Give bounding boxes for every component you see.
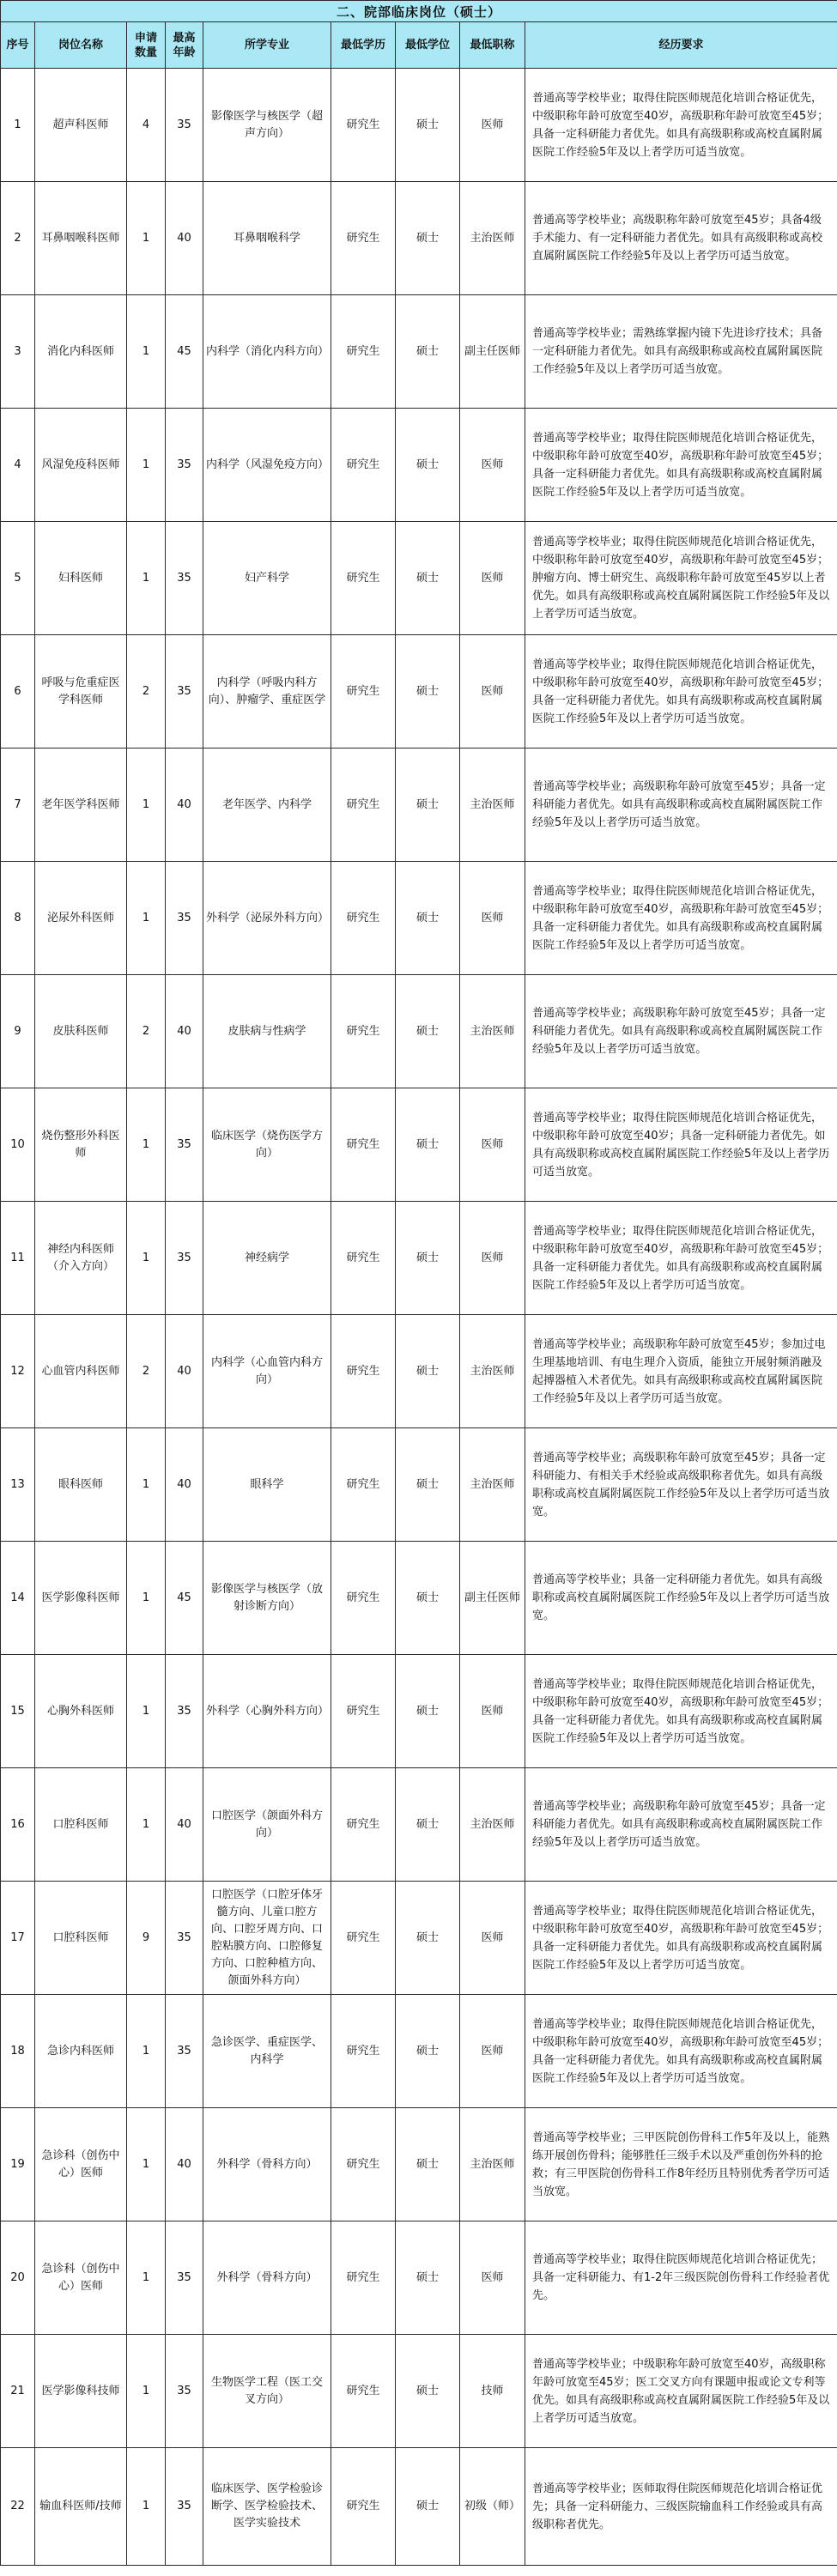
cell-min-degree: 硕士 xyxy=(396,2335,460,2448)
cell-max-age: 40 xyxy=(166,1768,203,1882)
cell-major: 妇产科学 xyxy=(203,522,331,635)
cell-min-title: 主治医师 xyxy=(460,2108,525,2221)
cell-min-education: 研究生 xyxy=(331,1882,396,1995)
table-row xyxy=(1,2335,837,2448)
cell-min-title: 技师 xyxy=(460,2335,525,2448)
cell-position: 烧伤整形外科医师 xyxy=(35,1088,127,1202)
cell-no: 4 xyxy=(1,409,35,522)
cell-min-education: 研究生 xyxy=(331,1995,396,2108)
cell-min-degree: 硕士 xyxy=(396,2448,460,2566)
cell-position: 心胸外科医师 xyxy=(35,1655,127,1768)
cell-count: 1 xyxy=(127,1542,166,1655)
section-title: 二、院部临床岗位（硕士） xyxy=(1,1,837,22)
cell-min-title: 医师 xyxy=(460,409,525,522)
cell-position: 呼吸与危重症医学科医师 xyxy=(35,635,127,749)
cell-requirements: 普通高等学校毕业；取得住院医师规范化培训合格证优先；具备一定科研能力、有1-2年三级医院创伤骨科工作经验者优先。 xyxy=(525,2221,837,2335)
cell-requirements: 普通高等学校毕业；具备一定科研能力者优先。如具有高级职称或高校直属附属医院工作经验5年及以上者学历可适当放宽。 xyxy=(525,1542,837,1655)
table-row xyxy=(1,1542,837,1655)
table-row xyxy=(1,69,837,182)
cell-major: 外科学（骨科方向） xyxy=(203,2221,331,2335)
cell-no: 11 xyxy=(1,1202,35,1315)
cell-no: 12 xyxy=(1,1315,35,1428)
table-row xyxy=(1,2448,837,2566)
header-min-title: 最低职称 xyxy=(460,22,525,69)
cell-min-degree: 硕士 xyxy=(396,2108,460,2221)
table-row xyxy=(1,1995,837,2108)
cell-min-degree: 硕士 xyxy=(396,295,460,409)
cell-max-age: 45 xyxy=(166,1542,203,1655)
cell-position: 口腔科医师 xyxy=(35,1882,127,1995)
cell-count: 1 xyxy=(127,2108,166,2221)
cell-min-degree: 硕士 xyxy=(396,975,460,1088)
cell-position: 泌尿外科医师 xyxy=(35,862,127,975)
cell-min-title: 副主任医师 xyxy=(460,295,525,409)
cell-count: 1 xyxy=(127,1202,166,1315)
cell-min-title: 主治医师 xyxy=(460,182,525,295)
cell-min-title: 医师 xyxy=(460,1882,525,1995)
cell-major: 内科学（风湿免疫方向） xyxy=(203,409,331,522)
table-row xyxy=(1,862,837,975)
header-count: 申请 数量 xyxy=(127,22,166,69)
cell-major: 眼科学 xyxy=(203,1428,331,1542)
cell-min-education: 研究生 xyxy=(331,2108,396,2221)
cell-max-age: 35 xyxy=(166,635,203,749)
cell-min-title: 初级（师） xyxy=(460,2448,525,2566)
cell-major: 皮肤病与性病学 xyxy=(203,975,331,1088)
cell-min-degree: 硕士 xyxy=(396,862,460,975)
cell-min-title: 副主任医师 xyxy=(460,1542,525,1655)
cell-count: 1 xyxy=(127,1428,166,1542)
cell-max-age: 35 xyxy=(166,2221,203,2335)
header-min-education: 最低学历 xyxy=(331,22,396,69)
table-row xyxy=(1,2221,837,2335)
cell-requirements: 普通高等学校毕业；高级职称年龄可放宽至45岁；具备一定科研能力者优先。如具有高级职称或高校直属附属医院工作经验5年及以上者学历可适当放宽。 xyxy=(525,1768,837,1882)
cell-major: 临床医学、医学检验诊断学、医学检验技术、医学实验技术 xyxy=(203,2448,331,2566)
cell-no: 16 xyxy=(1,1768,35,1882)
cell-position: 耳鼻咽喉科医师 xyxy=(35,182,127,295)
cell-min-degree: 硕士 xyxy=(396,1995,460,2108)
cell-count: 1 xyxy=(127,522,166,635)
cell-count: 1 xyxy=(127,1088,166,1202)
cell-min-degree: 硕士 xyxy=(396,1088,460,1202)
cell-min-education: 研究生 xyxy=(331,1655,396,1768)
cell-min-degree: 硕士 xyxy=(396,1428,460,1542)
cell-min-education: 研究生 xyxy=(331,2448,396,2566)
cell-requirements: 普通高等学校毕业；取得住院医师规范化培训合格证优先，中级职称年龄可放宽至40岁，高级职称年龄可放宽至45岁；具备一定科研能力者优先。如具有高级职称或高校直属附属医院工作经验5年及以上者学历可适当放宽。 xyxy=(525,409,837,522)
cell-min-degree: 硕士 xyxy=(396,522,460,635)
cell-major: 内科学（呼吸内科方向）、肿瘤学、重症医学 xyxy=(203,635,331,749)
cell-position: 神经内科医师（介入方向） xyxy=(35,1202,127,1315)
cell-min-education: 研究生 xyxy=(331,1088,396,1202)
cell-no: 18 xyxy=(1,1995,35,2108)
cell-min-education: 研究生 xyxy=(331,1428,396,1542)
cell-max-age: 45 xyxy=(166,295,203,409)
cell-max-age: 35 xyxy=(166,1995,203,2108)
cell-no: 22 xyxy=(1,2448,35,2566)
header-max-age: 最高 年龄 xyxy=(166,22,203,69)
cell-count: 1 xyxy=(127,2335,166,2448)
cell-count: 1 xyxy=(127,2448,166,2566)
cell-min-education: 研究生 xyxy=(331,862,396,975)
header-major: 所学专业 xyxy=(203,22,331,69)
cell-requirements: 普通高等学校毕业；取得住院医师规范化培训合格证优先，中级职称年龄可放宽至40岁，高级职称年龄可放宽至45岁；具备一定科研能力者优先。如具有高级职称或高校直属附属医院工作经验5年及以上者学历可适当放宽。 xyxy=(525,1995,837,2108)
table-row xyxy=(1,295,837,409)
cell-min-degree: 硕士 xyxy=(396,1542,460,1655)
cell-max-age: 35 xyxy=(166,409,203,522)
cell-no: 7 xyxy=(1,749,35,862)
cell-min-degree: 硕士 xyxy=(396,1768,460,1882)
cell-min-education: 研究生 xyxy=(331,409,396,522)
cell-max-age: 35 xyxy=(166,2335,203,2448)
cell-no: 20 xyxy=(1,2221,35,2335)
cell-min-education: 研究生 xyxy=(331,2221,396,2335)
table-row xyxy=(1,522,837,635)
cell-max-age: 35 xyxy=(166,862,203,975)
cell-no: 15 xyxy=(1,1655,35,1768)
cell-max-age: 35 xyxy=(166,522,203,635)
cell-position: 消化内科医师 xyxy=(35,295,127,409)
cell-no: 10 xyxy=(1,1088,35,1202)
cell-min-education: 研究生 xyxy=(331,1542,396,1655)
cell-major: 临床医学（烧伤医学方向） xyxy=(203,1088,331,1202)
cell-min-education: 研究生 xyxy=(331,2335,396,2448)
table-row xyxy=(1,1882,837,1995)
cell-min-title: 医师 xyxy=(460,522,525,635)
cell-major: 外科学（骨科方向） xyxy=(203,2108,331,2221)
cell-max-age: 40 xyxy=(166,975,203,1088)
cell-major: 急诊医学、重症医学、内科学 xyxy=(203,1995,331,2108)
cell-no: 6 xyxy=(1,635,35,749)
cell-major: 口腔医学（颌面外科方向） xyxy=(203,1768,331,1882)
cell-min-title: 医师 xyxy=(460,1088,525,1202)
cell-min-education: 研究生 xyxy=(331,1315,396,1428)
cell-count: 1 xyxy=(127,1768,166,1882)
cell-max-age: 35 xyxy=(166,69,203,182)
cell-max-age: 40 xyxy=(166,2108,203,2221)
cell-max-age: 40 xyxy=(166,1428,203,1542)
cell-min-education: 研究生 xyxy=(331,1202,396,1315)
cell-major: 生物医学工程（医工交叉方向） xyxy=(203,2335,331,2448)
cell-min-title: 医师 xyxy=(460,862,525,975)
cell-requirements: 普通高等学校毕业；取得住院医师规范化培训合格证优先，中级职称年龄可放宽至40岁，高级职称年龄可放宽至45岁；具备一定科研能力者优先。如具有高级职称或高校直属附属医院工作经验5年及以上者学历可适当放宽。 xyxy=(525,862,837,975)
cell-requirements: 普通高等学校毕业；取得住院医师规范化培训合格证优先，中级职称年龄可放宽至40岁，高级职称年龄可放宽至45岁；具备一定科研能力者优先。如具有高级职称或高校直属附属医院工作经验5年及以上者学历可适当放宽。 xyxy=(525,1882,837,1995)
cell-min-education: 研究生 xyxy=(331,69,396,182)
cell-requirements: 普通高等学校毕业；取得住院医师规范化培训合格证优先，中级职称年龄可放宽至40岁；具备一定科研能力者优先。如具有高级职称或高校直属附属医院工作经验5年及以上者学历可适当放宽。 xyxy=(525,1088,837,1202)
cell-min-degree: 硕士 xyxy=(396,1315,460,1428)
table-row xyxy=(1,182,837,295)
cell-no: 5 xyxy=(1,522,35,635)
cell-min-education: 研究生 xyxy=(331,635,396,749)
cell-position: 急诊内科医师 xyxy=(35,1995,127,2108)
cell-max-age: 40 xyxy=(166,749,203,862)
cell-major: 口腔医学（口腔牙体牙髓方向、儿童口腔方向、口腔牙周方向、口腔粘膜方向、口腔修复方向、口腔种植方向、颌面外科方向） xyxy=(203,1882,331,1995)
cell-min-degree: 硕士 xyxy=(396,182,460,295)
cell-position: 妇科医师 xyxy=(35,522,127,635)
table-row xyxy=(1,1428,837,1542)
cell-position: 医学影像科医师 xyxy=(35,1542,127,1655)
cell-major: 影像医学与核医学（超声方向） xyxy=(203,69,331,182)
cell-requirements: 普通高等学校毕业；高级职称年龄可放宽至45岁；具备一定科研能力者优先。如具有高级职称或高校直属附属医院工作经验5年及以上者学历可适当放宽。 xyxy=(525,749,837,862)
cell-requirements: 普通高等学校毕业；高级职称年龄可放宽至45岁；具备4级手术能力、有一定科研能力者优先。如具有高级职称或高校直属附属医院工作经验5年及以上者学历可适当放宽。 xyxy=(525,182,837,295)
cell-major: 影像医学与核医学（放射诊断方向） xyxy=(203,1542,331,1655)
cell-min-degree: 硕士 xyxy=(396,749,460,862)
cell-min-title: 医师 xyxy=(460,1655,525,1768)
cell-position: 急诊科（创伤中心）医师 xyxy=(35,2108,127,2221)
cell-no: 2 xyxy=(1,182,35,295)
header-requirements: 经历要求 xyxy=(525,22,837,69)
cell-major: 内科学（心血管内科方向） xyxy=(203,1315,331,1428)
cell-min-title: 主治医师 xyxy=(460,1315,525,1428)
cell-min-education: 研究生 xyxy=(331,295,396,409)
table-row xyxy=(1,975,837,1088)
cell-min-education: 研究生 xyxy=(331,522,396,635)
cell-min-degree: 硕士 xyxy=(396,1202,460,1315)
cell-count: 1 xyxy=(127,295,166,409)
table-row xyxy=(1,749,837,862)
table-row xyxy=(1,1202,837,1315)
cell-requirements: 普通高等学校毕业；取得住院医师规范化培训合格证优先，中级职称年龄可放宽至40岁，高级职称年龄可放宽至45岁；具备一定科研能力者优先。如具有高级职称或高校直属附属医院工作经验5年及以上者学历可适当放宽。 xyxy=(525,69,837,182)
cell-min-degree: 硕士 xyxy=(396,2221,460,2335)
cell-count: 1 xyxy=(127,182,166,295)
table-row xyxy=(1,1315,837,1428)
cell-min-title: 主治医师 xyxy=(460,1428,525,1542)
header-no: 序号 xyxy=(1,22,35,69)
cell-major: 神经病学 xyxy=(203,1202,331,1315)
cell-requirements: 普通高等学校毕业；取得住院医师规范化培训合格证优先，中级职称年龄可放宽至40岁，高级职称年龄可放宽至45岁；肿瘤方向、博士研究生、高级职称年龄可放宽至45岁以上者优先。如具有高级职称或高校直属附属医院工作经验5年及以上者学历可适当放宽。 xyxy=(525,522,837,635)
cell-no: 1 xyxy=(1,69,35,182)
cell-no: 8 xyxy=(1,862,35,975)
cell-min-title: 医师 xyxy=(460,1202,525,1315)
cell-position: 输血科医师/技师 xyxy=(35,2448,127,2566)
cell-major: 内科学（消化内科方向） xyxy=(203,295,331,409)
header-position: 岗位名称 xyxy=(35,22,127,69)
cell-min-title: 医师 xyxy=(460,1995,525,2108)
cell-min-education: 研究生 xyxy=(331,1768,396,1882)
cell-no: 17 xyxy=(1,1882,35,1995)
cell-no: 19 xyxy=(1,2108,35,2221)
cell-no: 21 xyxy=(1,2335,35,2448)
table-row xyxy=(1,409,837,522)
cell-max-age: 35 xyxy=(166,2448,203,2566)
cell-count: 2 xyxy=(127,635,166,749)
cell-no: 13 xyxy=(1,1428,35,1542)
cell-min-degree: 硕士 xyxy=(396,409,460,522)
header-min-degree: 最低学位 xyxy=(396,22,460,69)
cell-position: 风湿免疫科医师 xyxy=(35,409,127,522)
cell-min-title: 医师 xyxy=(460,2221,525,2335)
cell-min-title: 医师 xyxy=(460,635,525,749)
cell-major: 老年医学、内科学 xyxy=(203,749,331,862)
cell-max-age: 40 xyxy=(166,182,203,295)
cell-min-education: 研究生 xyxy=(331,749,396,862)
cell-max-age: 40 xyxy=(166,1315,203,1428)
cell-no: 3 xyxy=(1,295,35,409)
cell-major: 外科学（心胸外科方向） xyxy=(203,1655,331,1768)
table-header-row xyxy=(1,22,837,69)
cell-max-age: 35 xyxy=(166,1655,203,1768)
table-row xyxy=(1,1655,837,1768)
cell-min-degree: 硕士 xyxy=(396,1882,460,1995)
cell-requirements: 普通高等学校毕业；高级职称年龄可放宽至45岁；具备一定科研能力、有相关手术经验或高级职称者优先。如具有高级职称或高校直属附属医院工作经验5年及以上者学历可适当放宽。 xyxy=(525,1428,837,1542)
cell-max-age: 35 xyxy=(166,1088,203,1202)
cell-max-age: 35 xyxy=(166,1202,203,1315)
cell-min-degree: 硕士 xyxy=(396,69,460,182)
section-title-row xyxy=(1,1,837,22)
table-row xyxy=(1,1088,837,1202)
cell-count: 1 xyxy=(127,409,166,522)
cell-count: 4 xyxy=(127,69,166,182)
cell-min-degree: 硕士 xyxy=(396,635,460,749)
table-row xyxy=(1,635,837,749)
cell-position: 老年医学科医师 xyxy=(35,749,127,862)
cell-min-degree: 硕士 xyxy=(396,1655,460,1768)
cell-requirements: 普通高等学校毕业；取得住院医师规范化培训合格证优先，中级职称年龄可放宽至40岁，高级职称年龄可放宽至45岁；具备一定科研能力者优先。如具有高级职称或高校直属附属医院工作经验5年及以上者学历可适当放宽。 xyxy=(525,1202,837,1315)
cell-min-title: 主治医师 xyxy=(460,749,525,862)
cell-no: 14 xyxy=(1,1542,35,1655)
cell-major: 耳鼻咽喉科学 xyxy=(203,182,331,295)
cell-requirements: 普通高等学校毕业；中级职称年龄可放宽至40岁，高级职称年龄可放宽至45岁；医工交叉方向有课题申报或论文专利等优先。如具有高级职称或高校直属附属医院工作经验5年及以上者学历可适当放宽。 xyxy=(525,2335,837,2448)
cell-count: 1 xyxy=(127,749,166,862)
cell-requirements: 普通高等学校毕业；需熟练掌握内镜下先进诊疗技术；具备一定科研能力者优先。如具有高级职称或高校直属附属医院工作经验5年及以上者学历可适当放宽。 xyxy=(525,295,837,409)
cell-position: 皮肤科医师 xyxy=(35,975,127,1088)
cell-min-education: 研究生 xyxy=(331,975,396,1088)
cell-count: 1 xyxy=(127,1655,166,1768)
cell-position: 急诊科（创伤中心）医师 xyxy=(35,2221,127,2335)
cell-count: 1 xyxy=(127,2221,166,2335)
cell-position: 口腔科医师 xyxy=(35,1768,127,1882)
cell-requirements: 普通高等学校毕业；医师取得住院医师规范化培训合格证优先；具备一定科研能力、三级医院输血科工作经验或具有高级职称者优先。 xyxy=(525,2448,837,2566)
cell-min-title: 主治医师 xyxy=(460,1768,525,1882)
cell-requirements: 普通高等学校毕业；高级职称年龄可放宽至45岁；参加过电生理基地培训、有电生理介入资质，能独立开展射频消融及起搏器植入术者优先。如具有高级职称或高校直属附属医院工作经验5年及以上者学历可适当放宽。 xyxy=(525,1315,837,1428)
cell-major: 外科学（泌尿外科方向） xyxy=(203,862,331,975)
cell-min-title: 医师 xyxy=(460,69,525,182)
cell-count: 9 xyxy=(127,1882,166,1995)
cell-min-education: 研究生 xyxy=(331,182,396,295)
cell-position: 医学影像科技师 xyxy=(35,2335,127,2448)
cell-requirements: 普通高等学校毕业；高级职称年龄可放宽至45岁；具备一定科研能力者优先。如具有高级职称或高校直属附属医院工作经验5年及以上者学历可适当放宽。 xyxy=(525,975,837,1088)
cell-count: 2 xyxy=(127,1315,166,1428)
cell-requirements: 普通高等学校毕业；三甲医院创伤骨科工作5年及以上，能熟练开展创伤骨科；能够胜任三级手术以及严重创伤外科的抢救；有三甲医院创伤骨科工作8年经历且特别优秀者学历可适当放宽。 xyxy=(525,2108,837,2221)
cell-requirements: 普通高等学校毕业；取得住院医师规范化培训合格证优先，中级职称年龄可放宽至40岁，高级职称年龄可放宽至45岁；具备一定科研能力者优先。如具有高级职称或高校直属附属医院工作经验5年及以上者学历可适当放宽。 xyxy=(525,1655,837,1768)
cell-requirements: 普通高等学校毕业；取得住院医师规范化培训合格证优先，中级职称年龄可放宽至40岁，高级职称年龄可放宽至45岁；具备一定科研能力者优先。如具有高级职称或高校直属附属医院工作经验5年及以上者学历可适当放宽。 xyxy=(525,635,837,749)
table-row xyxy=(1,1768,837,1882)
cell-max-age: 35 xyxy=(166,1882,203,1995)
cell-position: 眼科医师 xyxy=(35,1428,127,1542)
cell-min-title: 主治医师 xyxy=(460,975,525,1088)
cell-position: 超声科医师 xyxy=(35,69,127,182)
table-row xyxy=(1,2108,837,2221)
cell-count: 1 xyxy=(127,862,166,975)
cell-position: 心血管内科医师 xyxy=(35,1315,127,1428)
cell-count: 1 xyxy=(127,1995,166,2108)
cell-no: 9 xyxy=(1,975,35,1088)
cell-count: 2 xyxy=(127,975,166,1088)
